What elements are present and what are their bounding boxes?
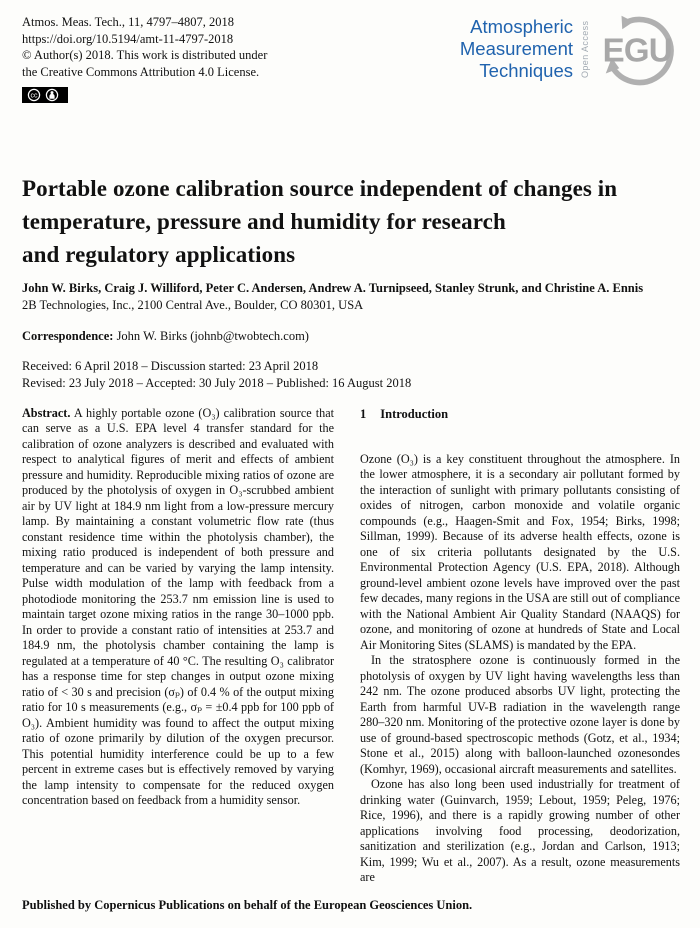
cc-by-badge-icon: [22, 87, 68, 103]
body-columns: [22, 406, 680, 886]
correspondence-value: John W. Birks (johnb@twobtech.com): [116, 328, 309, 343]
received-line: Received: 6 April 2018 – Discussion started: 23 April 2018: [22, 358, 319, 373]
cc-letters: cc: [30, 92, 38, 100]
cc-by-person-icon: [51, 91, 54, 94]
journal-name-line3: Techniques: [479, 60, 573, 81]
introduction-column: [360, 406, 680, 886]
egu-logo-text: EGU: [602, 31, 672, 69]
egu-logo: [596, 12, 680, 95]
abstract-text: A highly portable ozone (O₃) calibration source that can serve as a U.S. EPA level 4 transfer standard for the calibration of ozone analyzers is described and evaluated with respect to analytical figures of merit and effects of ambient pressure and humidity. Reproducible mixing ratios of ozone are produced by the photolysis of oxygen in O₃-scrubbed ambient air by UV light at 184.9 nm light from a low-pressure mercury lamp. By maintaining a constant volumetric flow rate (thus constant residence time within the photolysis chamber), the mixing ratio produced is independent of both pressure and temperature and can be varied by varying the lamp intensity. Pulse width modulation of the lamp with feedback from a photodiode monitoring the 253.7 nm emission line is used to maintain target ozone mixing ratios in the range 30–1000 ppb. In order to provide a constant ratio of intensities at 253.7 and 184.9 nm, the photolysis chamber containing the lamp is regulated at a temperature of 40 °C. The resulting O₃ calibrator has a response time for step changes in output ozone mixing ratio of < 30 s and precision (σₚ) of 0.4 % of the output mixing ratio for 10 s measurements (e.g., σₚ = ±0.4 ppb for 100 ppb of O₃). Ambient humidity was found to affect the output mixing ratio of ozone primarily by dilution of the oxygen precursor. This potential humidity interference could be up to a few percent in extreme cases but is effectively removed by varying the lamp intensity to compensate for the reduced oxygen concentration based on feedback from a humidity sensor.: [22, 405, 335, 807]
journal-name-line2: Measurement: [459, 38, 573, 59]
abstract-label: Abstract.: [22, 405, 71, 420]
publisher-footer: Published by Copernicus Publications on behalf of the European Geosciences Union.: [22, 898, 473, 912]
abstract-column: [22, 406, 334, 886]
abstract-paragraph: [22, 406, 334, 809]
correspondence-line: [22, 328, 680, 345]
page-header: [22, 14, 680, 108]
egu-logo-icon: [596, 12, 680, 90]
section-number: 1: [360, 406, 367, 421]
license-line-1: © Author(s) 2018. This work is distributed under: [22, 48, 268, 62]
author-list: John W. Birks, Craig J. Williford, Peter C. Andersen, Andrew A. Turnipseed, Stanley Strunk, and Christine A. Ennis: [22, 280, 644, 295]
license-line-2: the Creative Commons Attribution 4.0 License.: [22, 64, 260, 79]
journal-brand: [460, 14, 680, 95]
correspondence-label: Correspondence:: [22, 328, 114, 343]
title-line-2: temperature, pressure and humidity for research: [22, 208, 506, 234]
section-title: Introduction: [380, 406, 449, 421]
title-line-3: and regulatory applications: [22, 241, 296, 267]
article-title: [22, 172, 680, 271]
title-line-1: Portable ozone calibration source independent of changes in: [22, 175, 618, 201]
doi-link: https://doi.org/10.5194/amt-11-4797-2018: [22, 31, 234, 46]
cc-by-badge: [22, 87, 267, 108]
revised-line: Revised: 23 July 2018 – Accepted: 30 July 2018 – Published: 16 August 2018: [22, 375, 412, 390]
journal-citation: Atmos. Meas. Tech., 11, 4797–4807, 2018: [22, 15, 234, 29]
section-heading-introduction: [360, 406, 680, 422]
intro-paragraph-2: In the stratosphere ozone is continuously formed in the photolysis of oxygen by UV light having wavelengths less than 242 nm. The ozone produced absorbs UV light, protecting the Earth from harmful UV-B radiation in the wavelength range 280–320 nm. Monitoring of the protective ozone layer is done by use of ground-based spectroscopic methods (Gotz, et al., 1934; Stone et al., 2015) along with balloon-launched ozonesondes (Komhyr, 1969), occasional aircraft measurements and satellites.: [360, 653, 680, 776]
intro-paragraph-1: Ozone (O₃) is a key constituent throughout the atmosphere. In the lower atmosphere, it is a secondary air pollutant formed by the interaction of sunlight with primary pollutants consisting of oxides of nitrogen, carbon monoxide and volatile organic compounds (e.g., Haagen-Smit and Fox, 1954; Birks, 1998; Sillman, 1999). Because of its adverse health effects, ozone is one of six criteria pollutants designated by the U.S. Environmental Protection Agency (U.S. EPA, 2018). Although ground-level ambient ozone levels have improved over the past few decades, many regions in the USA are still out of compliance with the National Ambient Air Quality Standard (NAAQS) for ozone, and monitoring of ozone at hundreds of State and Local Air Monitoring Sites (SLAMS) is mandated by the EPA.: [360, 451, 680, 652]
dates-block: [22, 358, 680, 392]
intro-paragraph-3: Ozone has also long been used industrially for treatment of drinking water (Guinvarch, 1959; Lebout, 1959; Peleg, 1976; Rice, 1996), and there is a rapidly growing number of other applications involving food processing, deodorization, sanitization and sterilization (e.g., Jordan and Carlson, 1913; Kim, 1999; Wu et al., 2007). As a result, ozone measurements are: [360, 777, 680, 884]
affiliation: 2B Technologies, Inc., 2100 Central Ave., Boulder, CO 80301, USA: [22, 297, 364, 312]
citation-block: [22, 14, 267, 108]
journal-name: [460, 16, 573, 82]
journal-name-line1: Atmospheric: [470, 16, 573, 37]
open-access-label: Open Access: [580, 20, 590, 78]
